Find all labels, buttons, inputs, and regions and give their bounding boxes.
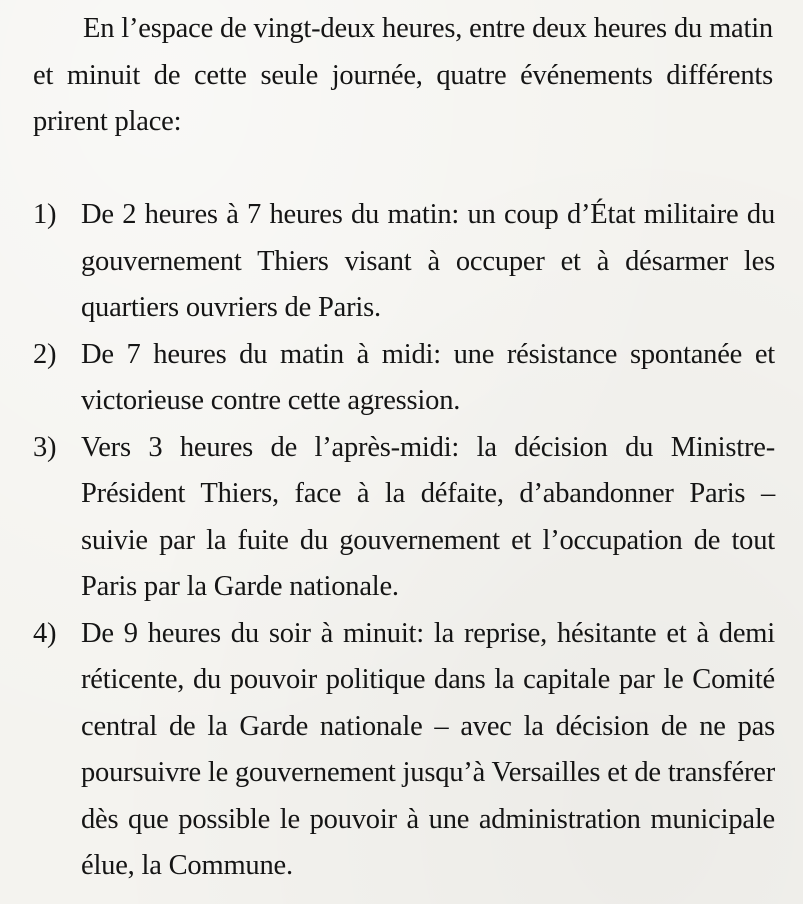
list-item-text: De 7 heures du matin à midi: une résistance spontanée et victorieuse contre cette agression. xyxy=(81,338,775,416)
list-item xyxy=(33,332,775,425)
list-item xyxy=(33,611,775,890)
list-item-text: De 9 heures du soir à minuit: la reprise, hésitante et à demi réticente, du pouvoir politique dans la capitale par le Comité central de la Garde nationale – avec la décision de ne pas poursuivre le gouvernement jusqu’à Versailles et de transférer dès que possible le pouvoir à une administration municipale élue, la Commune. xyxy=(81,617,775,881)
list-item-number: 1) xyxy=(33,199,57,230)
list-item-number: 2) xyxy=(33,338,57,370)
list-item-number: 3) xyxy=(33,431,57,463)
list-item-text: De 2 heures à 7 heures du matin: un coup d’État militaire du gouvernement Thiers visant à occuper et à désarmer les quartiers ouvriers de Paris. xyxy=(81,199,775,323)
list-item-number: 4) xyxy=(33,617,57,649)
events-list xyxy=(33,192,775,890)
list-item xyxy=(33,425,775,611)
intro-paragraph: En l’espace de vingt-deux heures, entre deux heures du matin et minuit de cette seule journée, quatre événements différents prirent place: xyxy=(33,13,773,137)
list-item xyxy=(33,192,775,332)
list-item-text: Vers 3 heures de l’après-midi: la décision du Ministre-Président Thiers, face à la défaite, d’abandonner Paris – suivie par la fuite du gouvernement et l’occupation de tout Paris par la Garde nationale. xyxy=(81,431,775,602)
